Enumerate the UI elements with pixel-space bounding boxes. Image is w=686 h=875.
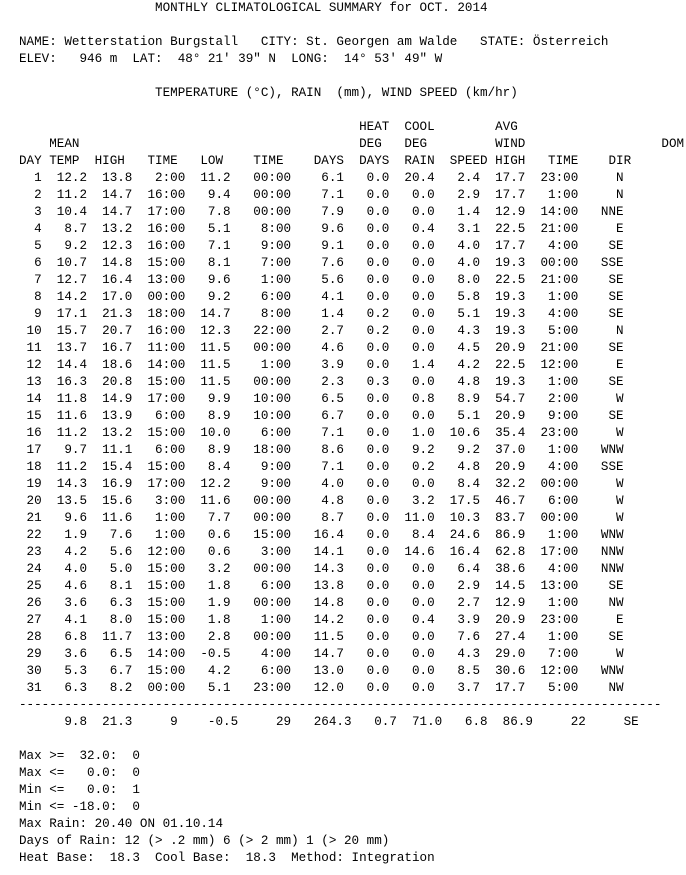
stat-line: Max Rain: 20.40 ON 01.10.14 [19,817,224,831]
table-row: 8 14.2 17.0 00:00 9.2 6:00 4.1 0.0 0.0 5.8 19.3 1:00 SE [19,290,624,304]
stat-line: Heat Base: 18.3 Cool Base: 18.3 Method: Integration [19,851,435,865]
table-row: 31 6.3 8.2 00:00 5.1 23:00 12.0 0.0 0.0 3.7 17.7 5:00 NW [19,681,624,695]
stat-line: Max >= 32.0: 0 [19,749,140,763]
table-header [19,119,684,170]
table-row: 3 10.4 14.7 17:00 7.8 00:00 7.9 0.0 0.0 1.4 12.9 14:00 NNE [19,205,624,219]
table-row: 29 3.6 6.5 14:00 -0.5 4:00 14.7 0.0 0.0 4.3 29.0 7:00 W [19,647,624,661]
table-row: 10 15.7 20.7 16:00 12.3 22:00 2.7 0.2 0.0 4.3 19.3 5:00 N [19,324,624,338]
table-row: 27 4.1 8.0 15:00 1.8 1:00 14.2 0.0 0.4 3.9 20.9 23:00 E [19,613,624,627]
table-row: 12 14.4 18.6 14:00 11.5 1:00 3.9 0.0 1.4 4.2 22.5 12:00 E [19,358,624,372]
stat-line: Days of Rain: 12 (> .2 mm) 6 (> 2 mm) 1 (> 20 mm) [19,834,390,848]
units-heading: TEMPERATURE (°C), RAIN (mm), WIND SPEED (km/hr) [19,86,518,100]
table-row: 21 9.6 11.6 1:00 7.7 00:00 8.7 0.0 11.0 10.3 83.7 00:00 W [19,511,624,525]
station-info [19,34,608,68]
table-row: 7 12.7 16.4 13:00 9.6 1:00 5.6 0.0 0.0 8.0 22.5 21:00 SE [19,273,624,287]
table-row: 30 5.3 6.7 15:00 4.2 6:00 13.0 0.0 0.0 8.5 30.6 12:00 WNW [19,664,624,678]
table-row: 15 11.6 13.9 6:00 8.9 10:00 6.7 0.0 0.0 5.1 20.9 9:00 SE [19,409,624,423]
table-row: 19 14.3 16.9 17:00 12.2 9:00 4.0 0.0 0.0 8.4 32.2 00:00 W [19,477,624,491]
table-row: 2 11.2 14.7 16:00 9.4 00:00 7.1 0.0 0.0 2.9 17.7 1:00 N [19,188,624,202]
table-row: 13 16.3 20.8 15:00 11.5 00:00 2.3 0.3 0.0 4.8 19.3 1:00 SE [19,375,624,389]
report-title: MONTHLY CLIMATOLOGICAL SUMMARY for OCT. 2014 [19,1,488,15]
monthly-totals-row: 9.8 21.3 9 -0.5 29 264.3 0.7 71.0 6.8 86.9 22 SE [19,715,639,729]
table-divider: ------------------------------------------------------------------------------------- [19,698,662,712]
table-row: 25 4.6 8.1 15:00 1.8 6:00 13.8 0.0 0.0 2.9 14.5 13:00 SE [19,579,624,593]
table-row: 26 3.6 6.3 15:00 1.9 00:00 14.8 0.0 0.0 2.7 12.9 1:00 NW [19,596,624,610]
stat-line: Max <= 0.0: 0 [19,766,140,780]
station-name-line: NAME: Wetterstation Burgstall CITY: St. Georgen am Walde STATE: Österreich [19,35,609,49]
table-row: 1 12.2 13.8 2:00 11.2 00:00 6.1 0.0 20.4 2.4 17.7 23:00 N [19,171,624,185]
daily-rows [19,170,624,697]
table-row: 17 9.7 11.1 6:00 8.9 18:00 8.6 0.0 9.2 9.2 37.0 1:00 WNW [19,443,624,457]
table-row: 20 13.5 15.6 3:00 11.6 00:00 4.8 0.0 3.2 17.5 46.7 6:00 W [19,494,624,508]
table-row: 16 11.2 13.2 15:00 10.0 6:00 7.1 0.0 1.0 10.6 35.4 23:00 W [19,426,624,440]
table-row: 5 9.2 12.3 16:00 7.1 9:00 9.1 0.0 0.0 4.0 17.7 4:00 SE [19,239,624,253]
header-line: DAY TEMP HIGH TIME LOW TIME DAYS DAYS RAIN SPEED HIGH TIME DIR [19,154,632,168]
stat-line: Min <= 0.0: 1 [19,783,140,797]
table-row: 22 1.9 7.6 1:00 0.6 15:00 16.4 0.0 8.4 24.6 86.9 1:00 WNW [19,528,624,542]
table-row: 14 11.8 14.9 17:00 9.9 10:00 6.5 0.0 0.8 8.9 54.7 2:00 W [19,392,624,406]
station-elevation-line: ELEV: 946 m LAT: 48° 21' 39" N LONG: 14° 53' 49" W [19,52,443,66]
summary-stats [19,748,435,867]
table-row: 23 4.2 5.6 12:00 0.6 3:00 14.1 0.0 14.6 16.4 62.8 17:00 NNW [19,545,624,559]
table-row: 11 13.7 16.7 11:00 11.5 00:00 4.6 0.0 0.0 4.5 20.9 21:00 SE [19,341,624,355]
table-row: 9 17.1 21.3 18:00 14.7 8:00 1.4 0.2 0.0 5.1 19.3 4:00 SE [19,307,624,321]
stat-line: Min <= -18.0: 0 [19,800,140,814]
table-row: 18 11.2 15.4 15:00 8.4 9:00 7.1 0.0 0.2 4.8 20.9 4:00 SSE [19,460,624,474]
table-row: 6 10.7 14.8 15:00 8.1 7:00 7.6 0.0 0.0 4.0 19.3 00:00 SSE [19,256,624,270]
table-row: 28 6.8 11.7 13:00 2.8 00:00 11.5 0.0 0.0 7.6 27.4 1:00 SE [19,630,624,644]
table-row: 4 8.7 13.2 16:00 5.1 8:00 9.6 0.0 0.4 3.1 22.5 21:00 E [19,222,624,236]
header-line: MEAN DEG DEG WIND DOM [19,137,685,151]
table-row: 24 4.0 5.0 15:00 3.2 00:00 14.3 0.0 0.0 6.4 38.6 4:00 NNW [19,562,624,576]
header-line: HEAT COOL AVG [19,120,518,134]
